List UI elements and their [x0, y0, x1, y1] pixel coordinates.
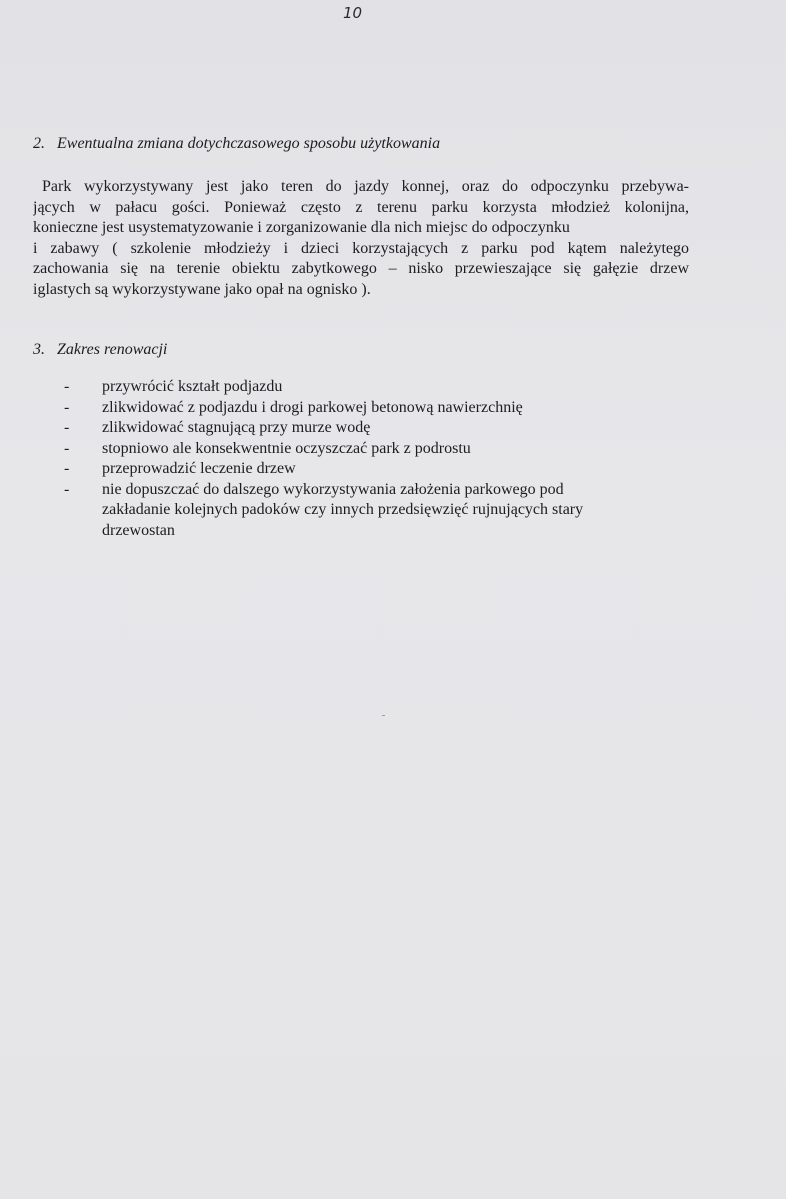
paragraph-line: iglastych są wykorzystywane jako opał na ognisko ). [33, 280, 371, 298]
paragraph-line: i zabawy ( szkolenie młodzieży i dzieci korzystających z parku pod kątem należytego [33, 239, 689, 257]
section-2-heading [33, 134, 440, 154]
list-item [64, 439, 684, 460]
scan-speck [382, 715, 385, 716]
list-item-text: przeprowadzić leczenie drzew [102, 460, 296, 477]
list-bullet-dash: - [64, 439, 70, 457]
list-item-text: stopniowo ale konsekwentnie oczyszczać park z podrostu [102, 439, 471, 457]
section-3-title: Zakres renowacji [57, 341, 168, 358]
list-item-text: zakładanie kolejnych padoków czy innych przedsięwzięć rujnujących stary [102, 501, 584, 518]
renovation-list [64, 377, 684, 541]
paragraph-line: jących w pałacu gości. Ponieważ często z terenu parku korzysta młodzież kolonijna, [33, 198, 689, 216]
section-2-number: 2. [33, 135, 45, 152]
list-bullet-dash: - [64, 419, 70, 436]
section-3-number: 3. [33, 341, 45, 358]
list-item-text: przywrócić kształt podjazdu [102, 378, 283, 395]
section-3-heading [33, 340, 167, 360]
list-bullet-dash: - [64, 480, 70, 498]
list-item [64, 480, 684, 542]
list-item [64, 459, 684, 480]
list-item-text: nie dopuszczać do dalszego wykorzystywania założenia parkowego pod [102, 480, 564, 498]
list-item [64, 398, 684, 419]
section-2-title: Ewentualna zmiana dotychczasowego sposobu użytkowania [57, 135, 441, 152]
section-2-paragraph [33, 177, 689, 300]
paragraph-line: zachowania się na terenie obiektu zabytkowego – nisko przewieszające się gałęzie drzew [33, 260, 689, 277]
page-number: 10 [343, 4, 363, 22]
list-bullet-dash: - [64, 378, 70, 395]
list-bullet-dash: - [64, 398, 70, 416]
list-item [64, 377, 684, 398]
paragraph-line: Park wykorzystywany jest jako teren do jazdy konnej, oraz do odpoczynku przebywa- [42, 178, 689, 195]
paragraph-line: konieczne jest usystematyzowanie i zorganizowanie dla nich miejsc do odpoczynku [33, 219, 570, 236]
list-item-text: zlikwidować stagnującą przy murze wodę [102, 419, 371, 436]
list-item-text: drzewostan [102, 521, 175, 539]
list-item [64, 418, 684, 439]
list-item-text: zlikwidować z podjazdu i drogi parkowej betonową nawierzchnię [102, 398, 523, 416]
list-bullet-dash: - [64, 460, 70, 477]
